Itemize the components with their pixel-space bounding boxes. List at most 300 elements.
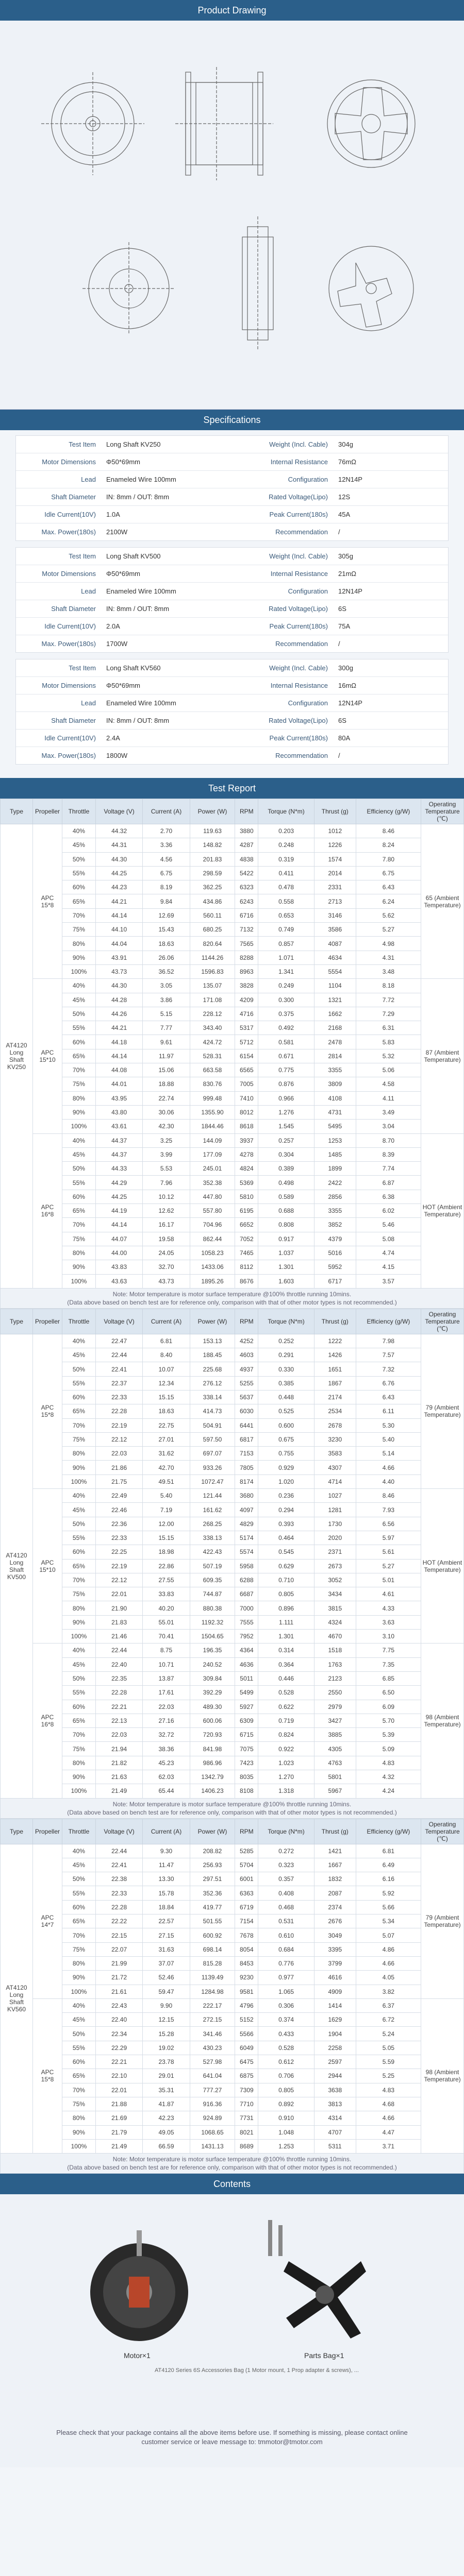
table-cell: 44.14: [95, 1049, 142, 1063]
table-cell: 5255: [235, 1376, 258, 1390]
table-row: [1, 1418, 464, 1432]
table-cell: 100%: [62, 2139, 96, 2153]
table-cell: 40%: [62, 1643, 96, 1657]
table-cell: 4314: [314, 2111, 356, 2125]
table-cell: 276.12: [190, 1376, 235, 1390]
table-cell: 4829: [235, 1517, 258, 1531]
table-cell: 3052: [314, 1573, 356, 1587]
table-cell: 3885: [314, 1728, 356, 1742]
spec-row: [16, 436, 448, 453]
table-cell: 65.44: [143, 1784, 190, 1798]
spec-row: [16, 747, 448, 764]
spec-value: Long Shaft KV500: [106, 552, 161, 560]
table-cell: 65%: [62, 1204, 96, 1218]
column-header: Torque (N*m): [258, 1819, 314, 1844]
table-cell: 6.76: [356, 1376, 421, 1390]
table-cell: 3.49: [356, 1105, 421, 1119]
table-note-line: Note: Motor temperature is motor surface temperature @100% throttle running 10mins.: [112, 2156, 352, 2163]
column-header: Current (A): [143, 799, 190, 824]
table-cell: 90%: [62, 1971, 96, 1985]
spec-row: [16, 659, 448, 677]
table-cell: 8963: [235, 964, 258, 978]
table-cell: 44.01: [95, 1077, 142, 1091]
column-header: Efficiency (g/W): [356, 799, 421, 824]
spec-row: [16, 635, 448, 652]
table-row: [1, 1049, 464, 1063]
table-cell: 21.75: [95, 1475, 142, 1488]
table-cell: 45%: [62, 838, 96, 852]
table-cell: 422.43: [190, 1545, 235, 1559]
table-cell: 7052: [235, 1232, 258, 1246]
table-cell: 100%: [62, 1475, 96, 1488]
table-cell: 862.44: [190, 1232, 235, 1246]
table-cell: 0.671: [258, 1049, 314, 1063]
table-cell: 60%: [62, 1900, 96, 1914]
table-note-line: (Data above based on bench test are for reference only, comparison with that of other motor types is not recommended.): [67, 1808, 397, 1816]
table-cell: 0.775: [258, 1063, 314, 1077]
table-row: [1, 1545, 464, 1559]
table-cell: 22.36: [95, 1517, 142, 1531]
table-cell: 44.18: [95, 1035, 142, 1049]
table-row: [1, 2111, 464, 2125]
table-cell: 1.341: [258, 964, 314, 978]
table-cell: 5927: [235, 1700, 258, 1714]
table-cell: 75%: [62, 1942, 96, 1956]
table-cell: 5.40: [356, 1432, 421, 1446]
table-cell: 7410: [235, 1091, 258, 1105]
table-cell: 5.59: [356, 2055, 421, 2069]
table-cell: 820.64: [190, 937, 235, 951]
table-cell: 50%: [62, 852, 96, 866]
spec-label: Idle Current(10V): [44, 622, 96, 630]
table-row: [1, 1728, 464, 1742]
table-cell: 6049: [235, 2041, 258, 2055]
table-cell: 9.84: [143, 894, 190, 908]
table-cell: 4108: [314, 1091, 356, 1105]
table-row: [1, 852, 464, 866]
table-cell: 22.03: [95, 1728, 142, 1742]
column-header: Voltage (V): [95, 1819, 142, 1844]
table-cell: 15.78: [143, 1886, 190, 1900]
table-cell: 0.755: [258, 1447, 314, 1461]
table-row: [1, 2125, 464, 2139]
table-cell: 424.72: [190, 1035, 235, 1049]
table-row: [1, 1914, 464, 1928]
table-cell: 5637: [235, 1390, 258, 1404]
operating-temperature: 79 (Ambient Temperature): [421, 1334, 464, 1488]
table-cell: 100%: [62, 1630, 96, 1643]
spec-label: Max. Power(180s): [41, 752, 96, 759]
table-cell: 1192.32: [190, 1615, 235, 1629]
table-cell: 75%: [62, 1587, 96, 1601]
table-note-row: [1, 1798, 464, 1818]
table-cell: 527.98: [190, 2055, 235, 2069]
table-cell: 0.805: [258, 2083, 314, 2097]
table-cell: 4.56: [143, 852, 190, 866]
table-cell: 6001: [235, 1872, 258, 1886]
spec-label: Max. Power(180s): [41, 528, 96, 536]
table-cell: 0.528: [258, 2041, 314, 2055]
table-cell: 1.253: [258, 2139, 314, 2153]
table-cell: 560.11: [190, 908, 235, 922]
table-cell: 65%: [62, 1404, 96, 1418]
table-cell: 352.36: [190, 1886, 235, 1900]
spec-label: Configuration: [288, 476, 328, 483]
spec-row: [16, 583, 448, 600]
table-cell: 4324: [314, 1615, 356, 1629]
table-row: [1, 1077, 464, 1091]
table-cell: 35.31: [143, 2083, 190, 2097]
table-cell: 22.46: [95, 1503, 142, 1517]
table-row: [1, 1928, 464, 1942]
table-cell: 52.46: [143, 1971, 190, 1985]
table-cell: 3146: [314, 908, 356, 922]
table-cell: 12.15: [143, 2013, 190, 2027]
table-row: [1, 1404, 464, 1418]
table-row: [1, 880, 464, 894]
table-cell: 1895.26: [190, 1274, 235, 1288]
table-row: [1, 1176, 464, 1190]
spec-value: IN: 8mm / OUT: 8mm: [106, 605, 170, 613]
table-cell: 3.10: [356, 1630, 421, 1643]
spec-label: Weight (Incl. Cable): [269, 664, 328, 672]
spec-label: Peak Current(180s): [269, 511, 328, 518]
table-cell: 188.45: [190, 1348, 235, 1362]
table-row: [1, 1942, 464, 1956]
spec-label: Test Item: [69, 664, 96, 672]
table-cell: 1485: [314, 1147, 356, 1161]
table-cell: 50%: [62, 1362, 96, 1376]
table-cell: 60%: [62, 880, 96, 894]
table-cell: 75%: [62, 923, 96, 937]
table-cell: 6.24: [356, 894, 421, 908]
table-cell: 3799: [314, 1956, 356, 1970]
table-cell: 4603: [235, 1348, 258, 1362]
spec-value: /: [338, 528, 340, 536]
table-cell: 6687: [235, 1587, 258, 1601]
spec-label: Rated Voltage(Lipo): [269, 605, 328, 613]
column-header: Efficiency (g/W): [356, 1819, 421, 1844]
table-note-line: Note: Motor temperature is motor surface temperature @100% throttle running 10mins.: [112, 1800, 352, 1808]
table-cell: 5810: [235, 1190, 258, 1204]
table-cell: 1.048: [258, 2125, 314, 2139]
table-cell: 21.49: [95, 1784, 142, 1798]
propeller: APC 15*8: [33, 824, 62, 979]
spec-value: 304g: [338, 440, 353, 448]
table-cell: 0.653: [258, 908, 314, 922]
spec-row: [16, 453, 448, 471]
table-cell: 11.97: [143, 1049, 190, 1063]
table-cell: 21.83: [95, 1615, 142, 1629]
spec-label: Configuration: [288, 699, 328, 707]
table-cell: 80%: [62, 1756, 96, 1770]
table-cell: 40%: [62, 1998, 96, 2012]
table-cell: 0.675: [258, 1432, 314, 1446]
table-cell: 0.622: [258, 1700, 314, 1714]
table-cell: 7.32: [356, 1362, 421, 1376]
table-cell: 1222: [314, 1334, 356, 1348]
table-cell: 44.25: [95, 866, 142, 880]
table-cell: 680.25: [190, 923, 235, 937]
table-cell: 924.89: [190, 2111, 235, 2125]
table-cell: 0.749: [258, 923, 314, 937]
table-cell: 504.91: [190, 1418, 235, 1432]
table-cell: 5016: [314, 1246, 356, 1260]
spec-label: Recommendation: [275, 752, 328, 759]
table-cell: 4824: [235, 1162, 258, 1176]
table-cell: 225.68: [190, 1362, 235, 1376]
table-cell: 2673: [314, 1559, 356, 1573]
table-cell: 0.257: [258, 1133, 314, 1147]
table-cell: 777.27: [190, 2083, 235, 2097]
specifications: [0, 430, 464, 778]
table-cell: 0.581: [258, 1035, 314, 1049]
table-cell: 44.32: [95, 824, 142, 838]
table-cell: 90%: [62, 1461, 96, 1475]
column-header: Current (A): [143, 1819, 190, 1844]
table-row: [1, 1105, 464, 1119]
table-cell: 1518: [314, 1643, 356, 1657]
table-cell: 3427: [314, 1714, 356, 1727]
table-cell: 240.52: [190, 1657, 235, 1671]
table-cell: 0.688: [258, 1204, 314, 1218]
table-cell: 22.44: [95, 1348, 142, 1362]
table-cell: 6.72: [356, 2013, 421, 2027]
table-cell: 22.01: [95, 2083, 142, 2097]
table-cell: 22.40: [95, 1657, 142, 1671]
table-cell: 43.95: [95, 1091, 142, 1105]
table-cell: 55%: [62, 1531, 96, 1545]
table-cell: 5712: [235, 1035, 258, 1049]
table-cell: 22.37: [95, 1376, 142, 1390]
table-cell: 49.51: [143, 1475, 190, 1488]
spec-value: 21mΩ: [338, 570, 357, 578]
table-cell: 22.44: [95, 1844, 142, 1858]
table-cell: 8021: [235, 2125, 258, 2139]
spec-label: Motor Dimensions: [42, 458, 96, 466]
table-cell: 22.33: [95, 1531, 142, 1545]
table-cell: 3809: [314, 1077, 356, 1091]
table-row: [1, 1872, 464, 1886]
table-row: [1, 1091, 464, 1105]
table-cell: 3.71: [356, 2139, 421, 2153]
table-cell: 50%: [62, 1007, 96, 1021]
table-cell: 3230: [314, 1432, 356, 1446]
table-cell: 7154: [235, 1914, 258, 1928]
spec-value: 12N14P: [338, 587, 362, 595]
table-cell: 90%: [62, 1260, 96, 1274]
table-cell: 22.33: [95, 1886, 142, 1900]
table-cell: 597.50: [190, 1432, 235, 1446]
table-cell: 6.11: [356, 1404, 421, 1418]
spec-value: 1800W: [106, 752, 128, 759]
table-cell: 4670: [314, 1630, 356, 1643]
table-cell: 6475: [235, 2055, 258, 2069]
table-cell: 5.62: [356, 908, 421, 922]
table-cell: 27.16: [143, 1714, 190, 1727]
table-cell: 7555: [235, 1615, 258, 1629]
table-row: [1, 1376, 464, 1390]
table-cell: 5.83: [356, 1035, 421, 1049]
table-cell: 3815: [314, 1601, 356, 1615]
table-cell: 720.93: [190, 1728, 235, 1742]
spec-label: Test Item: [69, 440, 96, 448]
column-header: Throttle: [62, 1819, 96, 1844]
table-row: [1, 1615, 464, 1629]
table-cell: 0.892: [258, 2097, 314, 2111]
operating-temperature: HOT (Ambient Temperature): [421, 1133, 464, 1288]
table-cell: 5.09: [356, 1742, 421, 1756]
table-cell: 1072.47: [190, 1475, 235, 1488]
table-cell: 22.25: [95, 1545, 142, 1559]
table-cell: 0.896: [258, 1601, 314, 1615]
table-cell: 0.304: [258, 1147, 314, 1161]
table-cell: 0.468: [258, 1900, 314, 1914]
table-cell: 6243: [235, 894, 258, 908]
table-cell: 15.28: [143, 2027, 190, 2041]
table-cell: 7.74: [356, 1162, 421, 1176]
section-title: Test Report: [208, 783, 256, 793]
table-cell: 0.808: [258, 1218, 314, 1232]
table-row: [1, 1643, 464, 1657]
table-cell: 60%: [62, 2055, 96, 2069]
table-cell: 45%: [62, 1858, 96, 1872]
table-cell: 3828: [235, 979, 258, 993]
table-cell: 40%: [62, 1334, 96, 1348]
table-cell: 8.24: [356, 838, 421, 852]
spec-label: Motor Dimensions: [42, 682, 96, 689]
table-cell: 55%: [62, 2041, 96, 2055]
table-cell: 3638: [314, 2083, 356, 2097]
table-cell: 40.20: [143, 1601, 190, 1615]
table-cell: 4.05: [356, 1971, 421, 1985]
column-header: Throttle: [62, 1309, 96, 1334]
table-cell: 419.77: [190, 1900, 235, 1914]
table-cell: 100%: [62, 1120, 96, 1133]
table-cell: 22.41: [95, 1858, 142, 1872]
table-cell: 7.72: [356, 993, 421, 1007]
table-cell: 45%: [62, 2013, 96, 2027]
table-cell: 144.09: [190, 1133, 235, 1147]
table-cell: 2422: [314, 1176, 356, 1190]
column-header: Thrust (g): [314, 799, 356, 824]
spec-value: 76mΩ: [338, 458, 357, 466]
table-cell: 0.393: [258, 1517, 314, 1531]
table-cell: 6.81: [356, 1844, 421, 1858]
table-cell: 70%: [62, 1573, 96, 1587]
table-cell: 1321: [314, 993, 356, 1007]
table-cell: 22.19: [95, 1418, 142, 1432]
spec-row: [16, 600, 448, 618]
table-cell: 6441: [235, 1418, 258, 1432]
table-cell: 40%: [62, 979, 96, 993]
table-cell: 600.06: [190, 1714, 235, 1727]
table-cell: 1832: [314, 1872, 356, 1886]
table-cell: 80%: [62, 1601, 96, 1615]
table-cell: 22.01: [95, 1587, 142, 1601]
table-cell: 8.46: [356, 824, 421, 838]
table-cell: 70%: [62, 1728, 96, 1742]
spec-label: Recommendation: [275, 640, 328, 648]
table-cell: 4364: [235, 1643, 258, 1657]
table-cell: 21.94: [95, 1742, 142, 1756]
table-cell: 0.805: [258, 1587, 314, 1601]
table-row: [1, 1844, 464, 1858]
table-cell: 31.63: [143, 1942, 190, 1956]
table-cell: 7000: [235, 1601, 258, 1615]
table-cell: 5369: [235, 1176, 258, 1190]
spec-value: /: [338, 640, 340, 648]
table-cell: 2374: [314, 1900, 356, 1914]
table-row: [1, 1232, 464, 1246]
table-cell: 5.08: [356, 1232, 421, 1246]
propeller: APC 15*10: [33, 1489, 62, 1643]
section-title: Product Drawing: [197, 5, 267, 15]
table-cell: 414.73: [190, 1404, 235, 1418]
footer-line-1: Please check that your package contains all the above items before use. If something is missing, please contact online: [56, 2429, 408, 2437]
table-cell: 0.545: [258, 1545, 314, 1559]
table-cell: 161.62: [190, 1503, 235, 1517]
table-cell: 22.10: [95, 2069, 142, 2083]
table-cell: 2550: [314, 1686, 356, 1700]
table-cell: 22.44: [95, 1643, 142, 1657]
spec-row: [16, 565, 448, 583]
table-cell: 43.83: [95, 1260, 142, 1274]
table-cell: 8.40: [143, 1348, 190, 1362]
table-cell: 70%: [62, 1418, 96, 1432]
table-note: [1, 1798, 464, 1818]
table-cell: 9230: [235, 1971, 258, 1985]
operating-temperature: 87 (Ambient Temperature): [421, 979, 464, 1133]
table-cell: 3880: [235, 824, 258, 838]
table-cell: 4252: [235, 1334, 258, 1348]
table-cell: 3355: [314, 1204, 356, 1218]
spec-value: 2.4A: [106, 734, 120, 742]
table-cell: 4716: [235, 1007, 258, 1021]
table-row: [1, 1260, 464, 1274]
table-cell: 22.86: [143, 1559, 190, 1573]
table-cell: 3.36: [143, 838, 190, 852]
table-cell: 22.12: [95, 1432, 142, 1446]
spec-value: IN: 8mm / OUT: 8mm: [106, 717, 170, 724]
table-cell: 44.37: [95, 1147, 142, 1161]
table-row: [1, 1021, 464, 1035]
spec-label: Lead: [81, 587, 96, 595]
table-row: [1, 1686, 464, 1700]
table-row: [1, 1475, 464, 1488]
table-cell: 1355.90: [190, 1105, 235, 1119]
table-cell: 0.977: [258, 1971, 314, 1985]
table-cell: 0.252: [258, 1334, 314, 1348]
package-contents: [0, 2194, 464, 2467]
table-cell: 80%: [62, 937, 96, 951]
table-cell: 40%: [62, 1844, 96, 1858]
table-cell: 0.448: [258, 1390, 314, 1404]
table-cell: 2123: [314, 1671, 356, 1685]
table-cell: 1.037: [258, 1246, 314, 1260]
table-cell: 50%: [62, 2027, 96, 2041]
table-cell: 7.93: [356, 1503, 421, 1517]
table-cell: 5.27: [356, 923, 421, 937]
table-cell: 4.83: [356, 2083, 421, 2097]
table-cell: 434.86: [190, 894, 235, 908]
table-cell: 1904: [314, 2027, 356, 2041]
table-cell: 6.43: [356, 1390, 421, 1404]
table-cell: 2678: [314, 1418, 356, 1432]
table-cell: 3.05: [143, 979, 190, 993]
spec-label: Idle Current(10V): [44, 511, 96, 518]
table-row: [1, 2069, 464, 2083]
